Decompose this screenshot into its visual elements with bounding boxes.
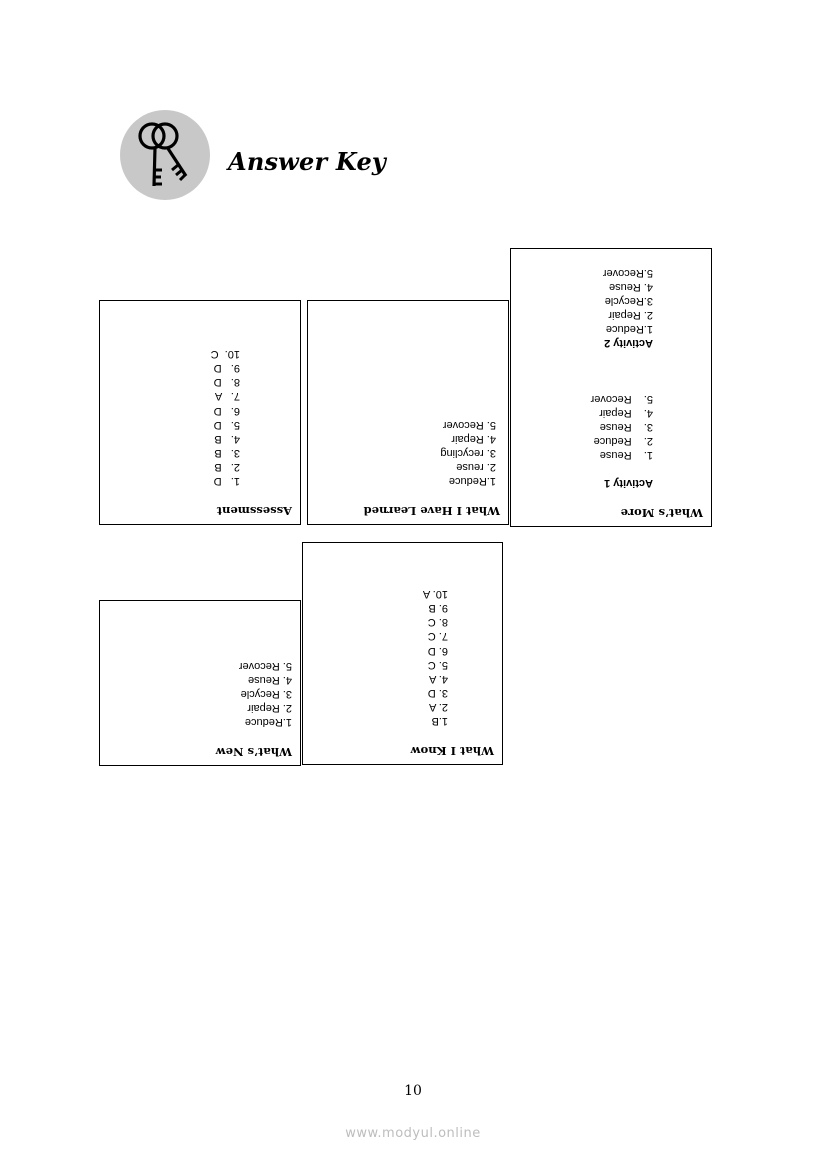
list-item: 3. D	[427, 686, 448, 699]
list-item: 6. D	[213, 404, 240, 417]
keys-icon	[120, 110, 210, 200]
list-item: 4. B	[214, 432, 240, 445]
assessment-box	[99, 300, 301, 525]
list-item: 1. Reuse	[599, 449, 653, 461]
list-item: 7. A	[214, 390, 240, 403]
list-item: 9. D	[213, 362, 240, 375]
list-item: 5.Recover	[602, 266, 653, 279]
list-item: 3. Reuse	[599, 420, 653, 433]
list-item: 4. A	[429, 672, 448, 685]
activity-2-title: Activity 2	[604, 337, 653, 349]
page-number: 10	[404, 1083, 422, 1099]
list-item: 2. Repair	[608, 308, 653, 321]
list-item: 4. Repair	[599, 406, 653, 419]
whats-more-title: What’s More	[620, 506, 703, 520]
list-item: 5. D	[213, 418, 240, 431]
list-item: 1.Reduce	[244, 716, 292, 728]
list-item: 10. C	[210, 348, 240, 361]
list-item: 2. Repair	[247, 701, 292, 714]
activity-1-title: Activity 1	[604, 477, 653, 489]
list-item: 2. reuse	[456, 460, 496, 473]
list-item: 10. A	[422, 588, 448, 601]
list-item: 9. B	[428, 602, 448, 615]
whats-new-box	[99, 600, 301, 766]
list-item: 4. Reuse	[608, 280, 653, 293]
what-i-have-learned-title: What I Have Learned	[363, 504, 500, 518]
list-item: 5. C	[427, 658, 448, 671]
list-item: 2. Reduce	[593, 434, 653, 447]
what-i-know-title: What I Know	[410, 744, 494, 758]
list-item: 4. Repair	[451, 432, 496, 445]
list-item: 8. D	[213, 376, 240, 389]
list-item: 1. D	[213, 475, 240, 487]
list-item: 2. A	[429, 700, 448, 713]
what-i-know-box	[302, 542, 503, 765]
list-item: 5. Recover	[238, 659, 292, 672]
watermark: www.modyul.online	[345, 1126, 481, 1141]
list-item: 8. C	[427, 616, 448, 629]
whats-new-title: What’s New	[215, 745, 292, 759]
what-i-have-learned-box	[307, 300, 509, 525]
list-item: 1.B	[431, 715, 448, 727]
page-title: Answer Key	[228, 147, 387, 176]
list-item: 3. recycling	[440, 446, 496, 459]
list-item: 5. Recover	[590, 392, 653, 405]
list-item: 7. C	[427, 630, 448, 643]
assessment-title: Assessment	[216, 504, 292, 518]
list-item: 1.Reduce	[605, 323, 653, 335]
whats-more-box	[510, 248, 712, 527]
list-item: 6. D	[427, 644, 448, 657]
list-item: 3. Recycle	[240, 687, 292, 700]
list-item: 3. B	[214, 446, 240, 459]
list-item: 2. B	[214, 460, 240, 473]
list-item: 4. Reuse	[247, 673, 292, 686]
list-item: 5. Recover	[442, 418, 496, 431]
list-item: 3.Recycle	[604, 294, 653, 307]
list-item: 1.Reduce	[448, 475, 496, 487]
